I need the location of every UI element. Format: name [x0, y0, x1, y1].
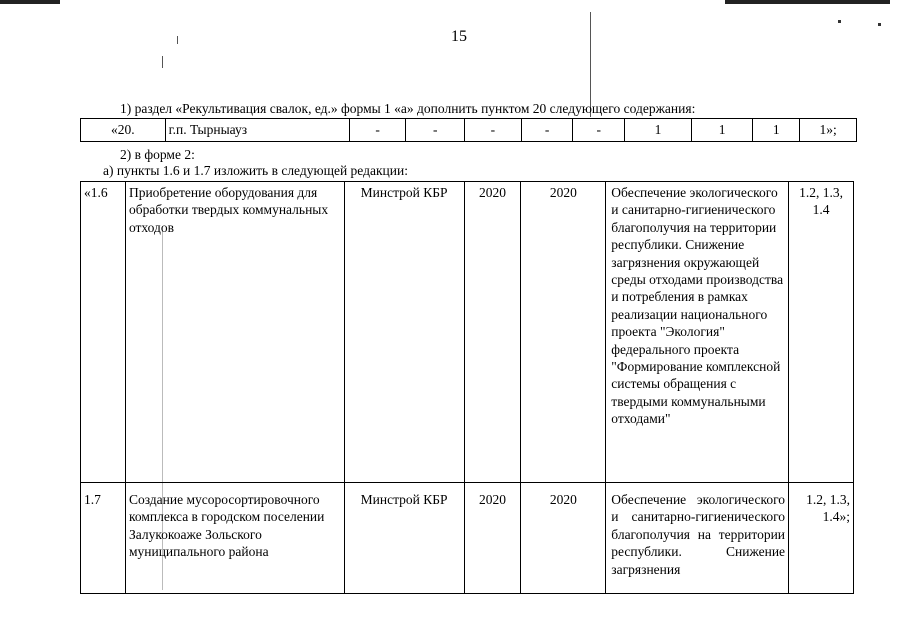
indicators: 1.2, 1.3, 1.4: [789, 182, 854, 483]
scan-artifact: [177, 36, 178, 44]
indicators: 1.2, 1.3, 1.4»;: [789, 483, 854, 594]
page-number: 15: [451, 28, 467, 45]
table-row: [81, 182, 854, 483]
form1a-row-20: [80, 118, 857, 142]
row20-cell: -: [465, 119, 522, 142]
row20-cell: 1: [625, 119, 692, 142]
event-name: Приобретение оборудования для обработки твердых коммунальных отходов: [125, 182, 344, 483]
row20-cell: -: [349, 119, 406, 142]
table-row: [81, 483, 854, 594]
row20-cell: 1: [753, 119, 800, 142]
row20-cell: -: [406, 119, 465, 142]
row20-cell: -: [521, 119, 573, 142]
amendment-line-3: а) пункты 1.6 и 1.7 изложить в следующей редакции:: [103, 163, 408, 178]
executor: Минстрой КБР: [344, 483, 464, 594]
row20-cell: 1: [691, 119, 753, 142]
row20-cell: -: [573, 119, 625, 142]
row20-num: «20.: [81, 119, 166, 142]
scan-artifact: [878, 23, 881, 26]
end-year: 2020: [521, 483, 606, 594]
form2-table: [80, 181, 854, 594]
expected-result: Обеспечение экологического и санитарно-гигиенического благополучия на территории республики. Снижение загрязнения: [606, 483, 789, 594]
scan-artifact: [0, 0, 60, 4]
scan-artifact: [162, 56, 163, 68]
scan-artifact: [838, 20, 841, 23]
executor: Минстрой КБР: [344, 182, 464, 483]
row20-locality: г.п. Тырныауз: [165, 119, 349, 142]
expected-result: Обеспечение экологического и санитарно-гигиенического благополучия на территории республики. Снижение загрязнения окружающей среды отходами производства и потребления в рамках реализации национального проекта "Экология" федерального проекта "Формирование комплексной системы обращения с твердыми коммунальными отходами": [606, 182, 789, 483]
start-year: 2020: [464, 182, 521, 483]
scan-artifact: [725, 0, 890, 4]
event-name: Создание мусоросортировочного комплекса в городском поселении Залукокоаже Зольского муниципального района: [125, 483, 344, 594]
row20-cell: 1»;: [800, 119, 857, 142]
end-year: 2020: [521, 182, 606, 483]
row-number: «1.6: [81, 182, 126, 483]
amendment-line-1: 1) раздел «Рекультивация свалок, ед.» формы 1 «а» дополнить пунктом 20 следующего содержания:: [120, 101, 696, 116]
start-year: 2020: [464, 483, 521, 594]
amendment-line-2: 2) в форме 2:: [120, 147, 195, 162]
row-number: 1.7: [81, 483, 126, 594]
